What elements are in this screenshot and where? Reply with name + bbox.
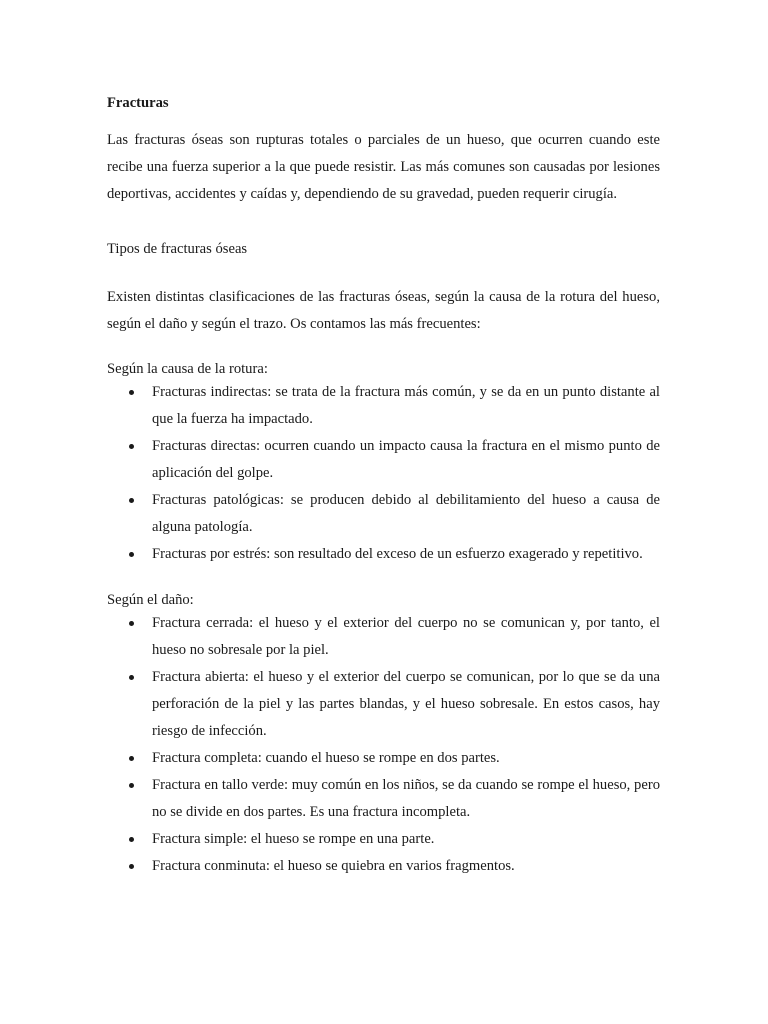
list-item [107, 745, 660, 772]
list-item-text: Fractura simple: el hueso se rompe en una parte. [152, 831, 435, 847]
bullet-icon [129, 837, 134, 842]
bullet-icon [129, 864, 134, 869]
bullet-icon [129, 498, 134, 503]
bullet-icon [129, 783, 134, 788]
list-item-text: Fractura completa: cuando el hueso se rompe en dos partes. [152, 750, 500, 766]
section-intro-paragraph: Existen distintas clasificaciones de las fracturas óseas, según la causa de la rotura del hueso, según el daño y según el trazo. Os contamos las más frecuentes: [107, 289, 660, 332]
list-item-text: Fractura cerrada: el hueso y el exterior del cuerpo no se comunican y, por tanto, el hueso no sobresale por la piel. [152, 615, 660, 658]
list-item [107, 433, 660, 487]
list-item-text: Fractura conminuta: el hueso se quiebra en varios fragmentos. [152, 858, 515, 874]
list-item-text: Fractura en tallo verde: muy común en los niños, se da cuando se rompe el hueso, pero no se divide en dos partes. Es una fractura incompleta. [152, 777, 660, 820]
list-item [107, 772, 660, 826]
list-item [107, 610, 660, 664]
bullet-icon [129, 444, 134, 449]
cause-list [107, 379, 660, 568]
document-title: Fracturas [107, 95, 169, 111]
list-item [107, 826, 660, 853]
bullet-icon [129, 756, 134, 761]
intro-paragraph: Las fracturas óseas son rupturas totales o parciales de un hueso, que ocurren cuando este recibe una fuerza superior a la que puede resistir. Las más comunes son causadas por lesiones deportivas, accidentes y caídas y, dependiendo de su gravedad, pueden requerir cirugía. [107, 132, 660, 202]
list-item-text: Fracturas directas: ocurren cuando un impacto causa la fractura en el mismo punto de aplicación del golpe. [152, 438, 660, 481]
bullet-icon [129, 675, 134, 680]
list-item-text: Fractura abierta: el hueso y el exterior del cuerpo se comunican, por lo que se da una perforación de la piel y las partes blandas, y el hueso sobresale. En estos casos, hay riesgo de infección. [152, 669, 660, 739]
cause-list-heading: Según la causa de la rotura: [107, 361, 268, 377]
list-item-text: Fracturas indirectas: se trata de la fractura más común, y se da en un punto distante al que la fuerza ha impactado. [152, 384, 660, 427]
damage-list [107, 610, 660, 880]
list-item-text: Fracturas por estrés: son resultado del exceso de un esfuerzo exagerado y repetitivo. [152, 546, 643, 562]
list-item [107, 487, 660, 541]
list-item [107, 379, 660, 433]
bullet-icon [129, 621, 134, 626]
list-item [107, 853, 660, 880]
bullet-icon [129, 552, 134, 557]
list-item [107, 664, 660, 745]
document-body [107, 93, 660, 880]
bullet-icon [129, 390, 134, 395]
section-heading: Tipos de fracturas óseas [107, 241, 248, 257]
list-item-text: Fracturas patológicas: se producen debido al debilitamiento del hueso a causa de alguna patología. [152, 492, 660, 535]
damage-list-heading: Según el daño: [107, 592, 194, 608]
list-item [107, 541, 660, 568]
